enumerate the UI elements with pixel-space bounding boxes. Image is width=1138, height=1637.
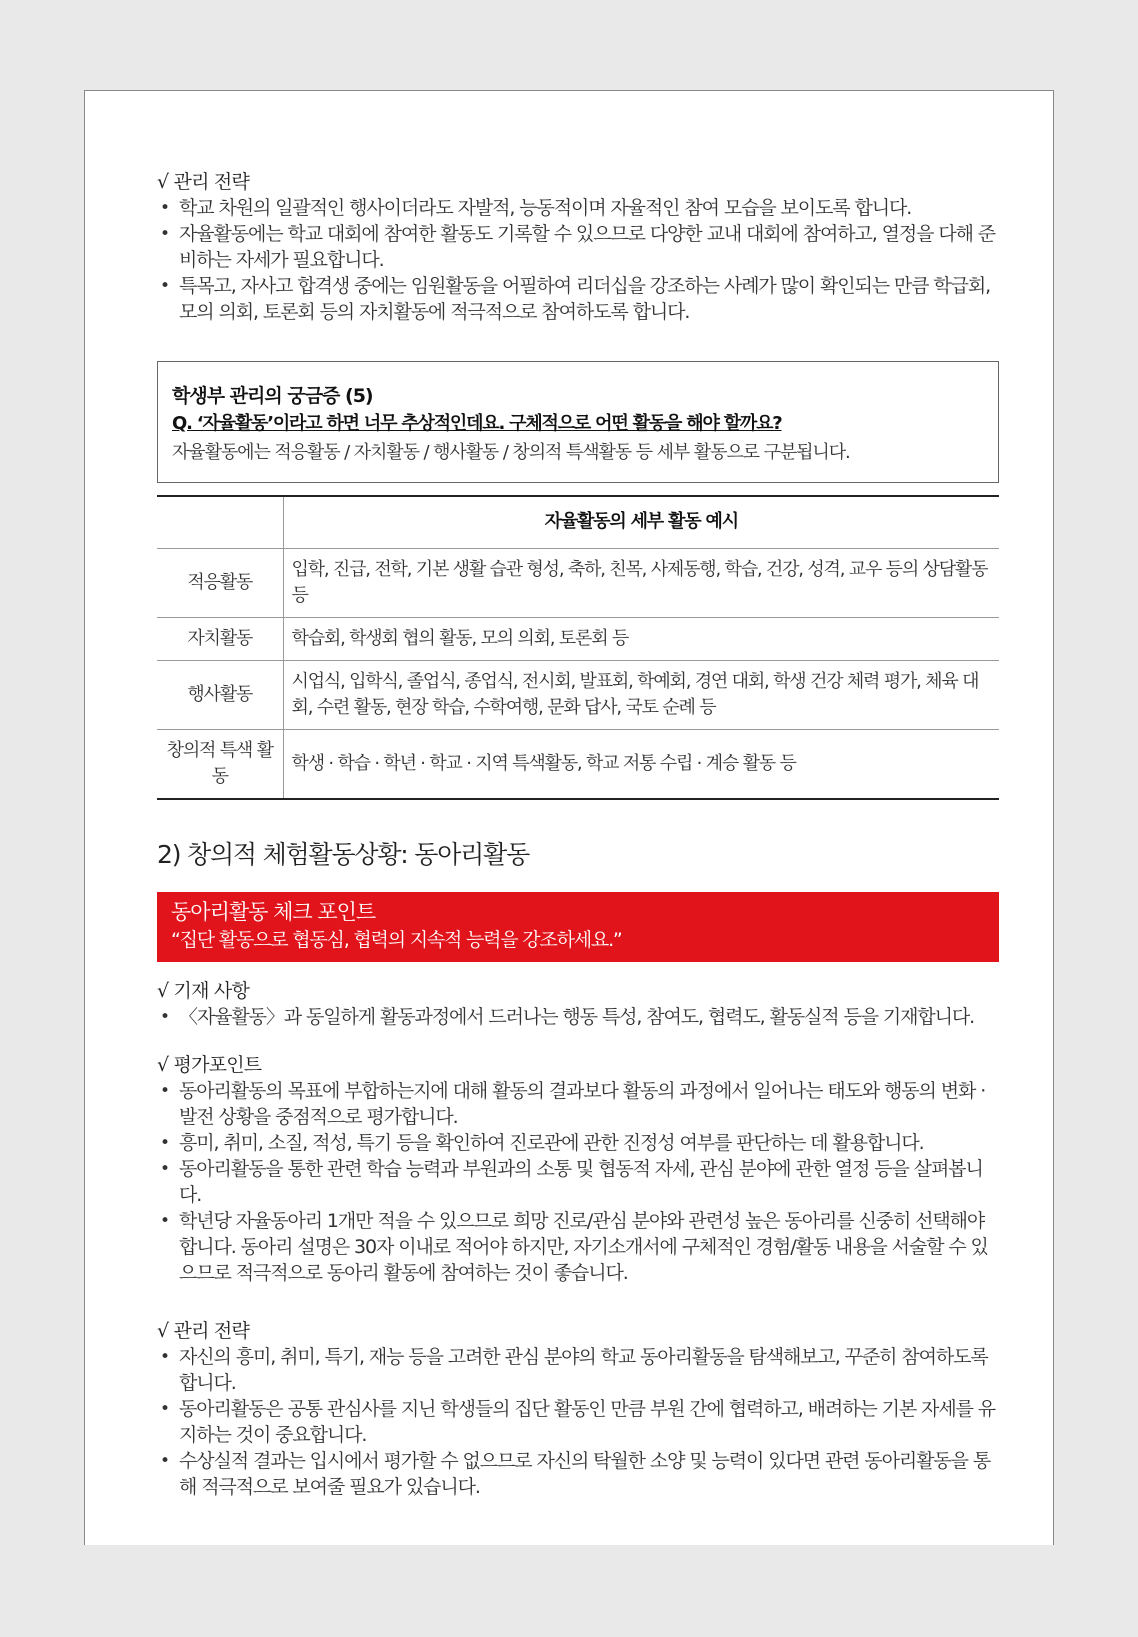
- list-item: • 동아리활동의 목표에 부합하는지에 대해 활동의 결과보다 활동의 과정에서 일어나는 태도와 행동의 변화 · 발전 상황을 중점적으로 평가합니다.: [157, 1078, 999, 1130]
- record-heading: √ 기재 사항: [157, 979, 250, 1002]
- banner-title: 동아리활동 체크 포인트: [171, 899, 376, 924]
- list-item: • 동아리활동을 통한 관련 학습 능력과 부원과의 소통 및 협동적 자세, 관심 분야에 관한 열정 등을 살펴봅니다.: [157, 1156, 999, 1208]
- table-header: 자율활동의 세부 활동 예시: [283, 496, 999, 548]
- table-header-row: [157, 496, 999, 548]
- table-row: [157, 548, 999, 617]
- section-title: 2) 창의적 체험활동상황: 동아리활동: [157, 839, 530, 869]
- table-description: 입학, 진급, 전학, 기본 생활 습관 형성, 축하, 친목, 사제동행, 학습, 건강, 성격, 교우 등의 상담활동 등: [283, 548, 999, 617]
- table-category: 자치활동: [157, 617, 283, 660]
- banner-quote: “집단 활동으로 협동심, 협력의 지속적 능력을 강조하세요.”: [171, 928, 622, 951]
- list-item: • 자신의 흥미, 취미, 특기, 재능 등을 고려한 관심 분야의 학교 동아리활동을 탐색해보고, 꾸준히 참여하도록 합니다.: [157, 1344, 999, 1396]
- qa-question: Q. ‘자율활동’이라고 하면 너무 추상적인데요. 구체적으로 어떤 활동을 해야 할까요?: [172, 413, 782, 434]
- management-strategy-list: [157, 195, 999, 325]
- qa-answer: 자율활동에는 적응활동 / 자치활동 / 행사활동 / 창의적 특색활동 등 세부 활동으로 구분됩니다.: [172, 442, 850, 463]
- list-item: • 학교 차원의 일괄적인 행사이더라도 자발적, 능동적이며 자율적인 참여 모습을 보이도록 합니다.: [157, 195, 999, 221]
- table-corner-cell: [157, 496, 283, 548]
- manage-list: [157, 1344, 999, 1500]
- table-row: [157, 660, 999, 729]
- qa-title: 학생부 관리의 궁금증 (5): [172, 385, 373, 407]
- table-category: 행사활동: [157, 660, 283, 729]
- eval-heading: √ 평가포인트: [157, 1053, 262, 1076]
- table-description: 학생 · 학습 · 학년 · 학교 · 지역 특색활동, 학교 저통 수립 · 계승 활동 등: [291, 752, 796, 774]
- table-row: [157, 729, 999, 799]
- table-description: 학습회, 학생회 협의 활동, 모의 의회, 토론회 등: [283, 617, 999, 660]
- table-category: 적응활동: [157, 548, 283, 617]
- check-point-banner: [157, 892, 999, 962]
- list-item: • 〈자율활동〉과 동일하게 활동과정에서 드러나는 행동 특성, 참여도, 협력도, 활동실적 등을 기재합니다.: [157, 1004, 999, 1030]
- record-list: [157, 1004, 999, 1030]
- list-item: • 흥미, 취미, 소질, 적성, 특기 등을 확인하여 진로관에 관한 진정성 여부를 판단하는 데 활용합니다.: [157, 1130, 999, 1156]
- list-item: • 자율활동에는 학교 대회에 참여한 활동도 기록할 수 있으므로 다양한 교내 대회에 참여하고, 열정을 다해 준비하는 자세가 필요합니다.: [157, 221, 999, 273]
- qa-box: [157, 361, 999, 483]
- manage-heading: √ 관리 전략: [157, 1319, 250, 1342]
- list-item: • 특목고, 자사고 합격생 중에는 임원활동을 어필하여 리더십을 강조하는 사례가 많이 확인되는 만큼 학급회, 모의 의회, 토론회 등의 자치활동에 적극적으로 참여하도록 합니다.: [157, 273, 999, 325]
- page-content: [157, 169, 999, 1500]
- activity-examples-table: [157, 495, 999, 800]
- list-item: • 동아리활동은 공통 관심사를 지닌 학생들의 집단 활동인 만큼 부원 간에 협력하고, 배려하는 기본 자세를 유지하는 것이 중요합니다.: [157, 1396, 999, 1448]
- table-category: 창의적 특색 활동: [157, 729, 283, 799]
- management-strategy-heading: √ 관리 전략: [157, 171, 250, 193]
- table-description: 시업식, 입학식, 졸업식, 종업식, 전시회, 발표회, 학예회, 경연 대회, 학생 건강 체력 평가, 체육 대회, 수련 활동, 현장 학습, 수학여행, 문화 답사, 국토 순례 등: [283, 660, 999, 729]
- list-item: • 학년당 자율동아리 1개만 적을 수 있으므로 희망 진로/관심 분야와 관련성 높은 동아리를 신중히 선택해야 합니다. 동아리 설명은 30자 이내로 적어야 하지만, 자기소개서에 구체적인 경험/활동 내용을 서술할 수 있으므로 적극적으로 동아리 활동에 참여하는 것이 좋습니다.: [157, 1208, 999, 1286]
- eval-list: [157, 1078, 999, 1286]
- table-row: [157, 617, 999, 660]
- list-item: • 수상실적 결과는 입시에서 평가할 수 없으므로 자신의 탁월한 소양 및 능력이 있다면 관련 동아리활동을 통해 적극적으로 보여줄 필요가 있습니다.: [157, 1448, 999, 1500]
- document-page: [84, 90, 1054, 1545]
